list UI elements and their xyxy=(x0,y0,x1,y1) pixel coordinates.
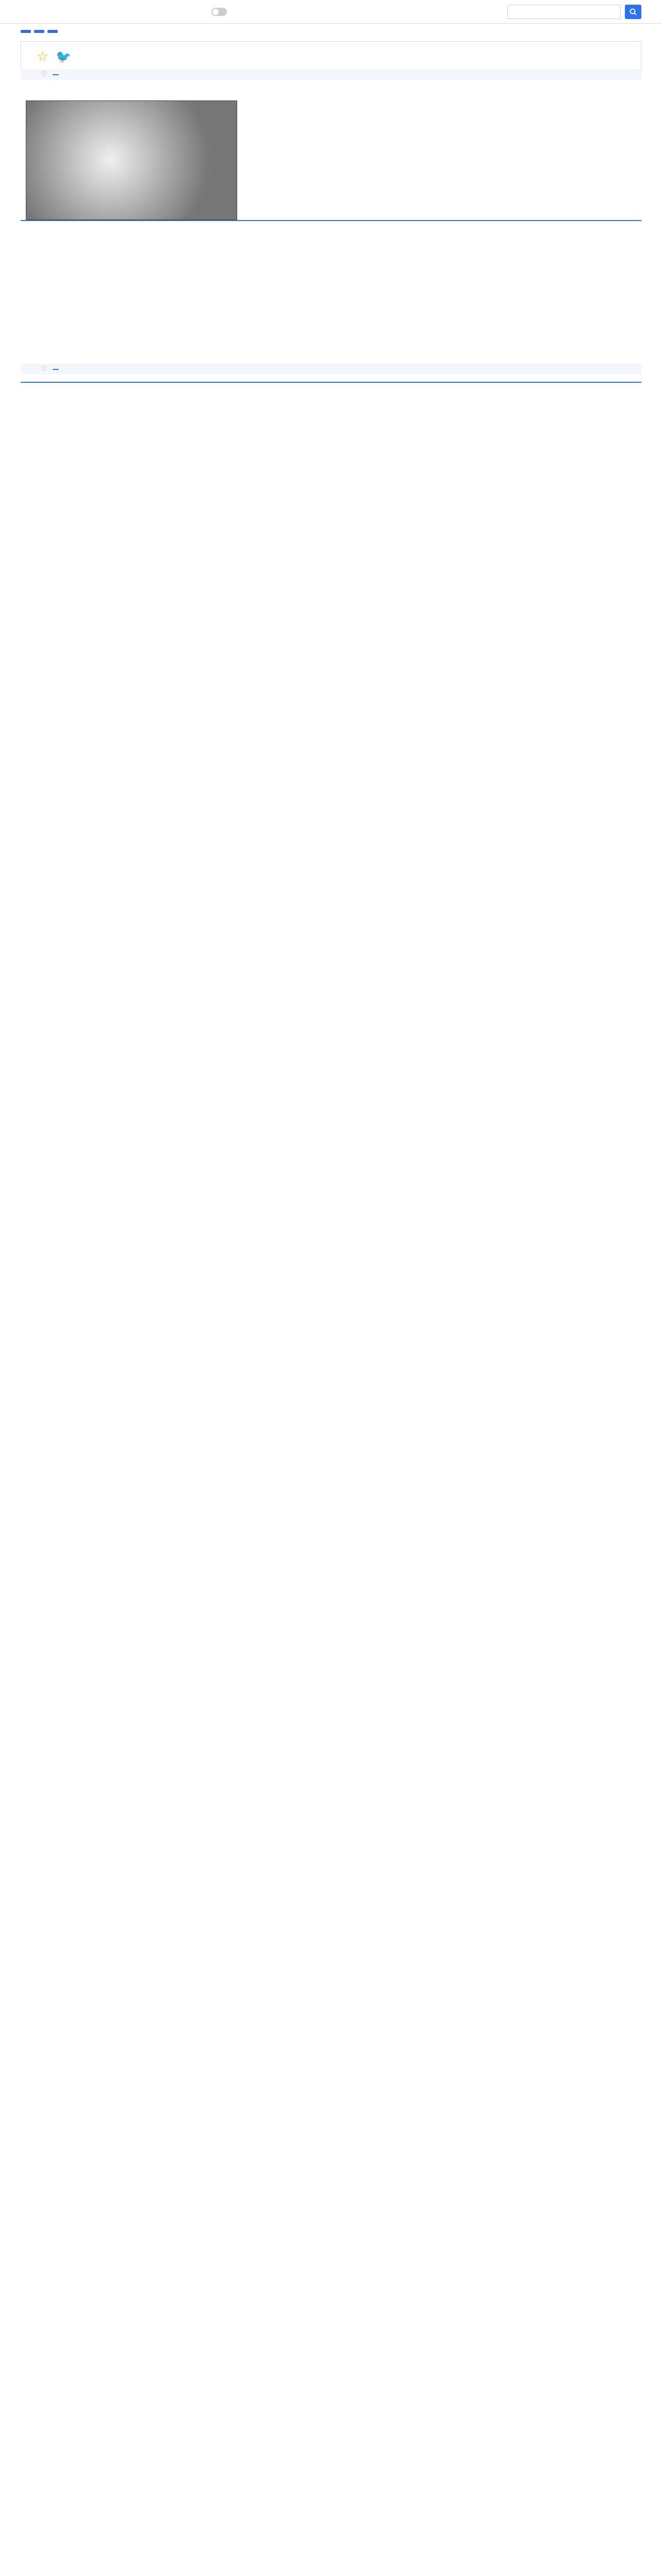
twitter-share-icon[interactable]: 🐦 xyxy=(56,49,72,64)
breadcrumb-thread[interactable] xyxy=(47,30,58,33)
like-icon[interactable]: ♡ xyxy=(41,365,47,373)
search-area xyxy=(507,5,641,19)
search-icon xyxy=(630,8,637,15)
site-header xyxy=(0,0,662,24)
darkmode-toggle[interactable] xyxy=(211,8,230,16)
post-body xyxy=(21,80,641,95)
toggle-switch[interactable] xyxy=(211,8,227,16)
report-button[interactable] xyxy=(53,74,59,75)
thread-title-box xyxy=(21,41,641,72)
breadcrumb-top[interactable] xyxy=(21,30,31,33)
like-icon[interactable]: ♡ xyxy=(41,71,47,78)
breadcrumb-category[interactable] xyxy=(34,30,44,33)
thread-main xyxy=(21,41,641,2576)
search-button[interactable] xyxy=(625,5,641,19)
favorite-star-icon[interactable]: ☆ xyxy=(37,49,49,64)
report-button[interactable] xyxy=(53,369,59,370)
post-image[interactable] xyxy=(26,100,237,220)
search-input[interactable] xyxy=(507,5,621,19)
post-header xyxy=(21,69,641,80)
post-header xyxy=(21,364,641,375)
post xyxy=(21,364,641,383)
breadcrumb xyxy=(0,24,662,33)
post xyxy=(21,69,641,221)
